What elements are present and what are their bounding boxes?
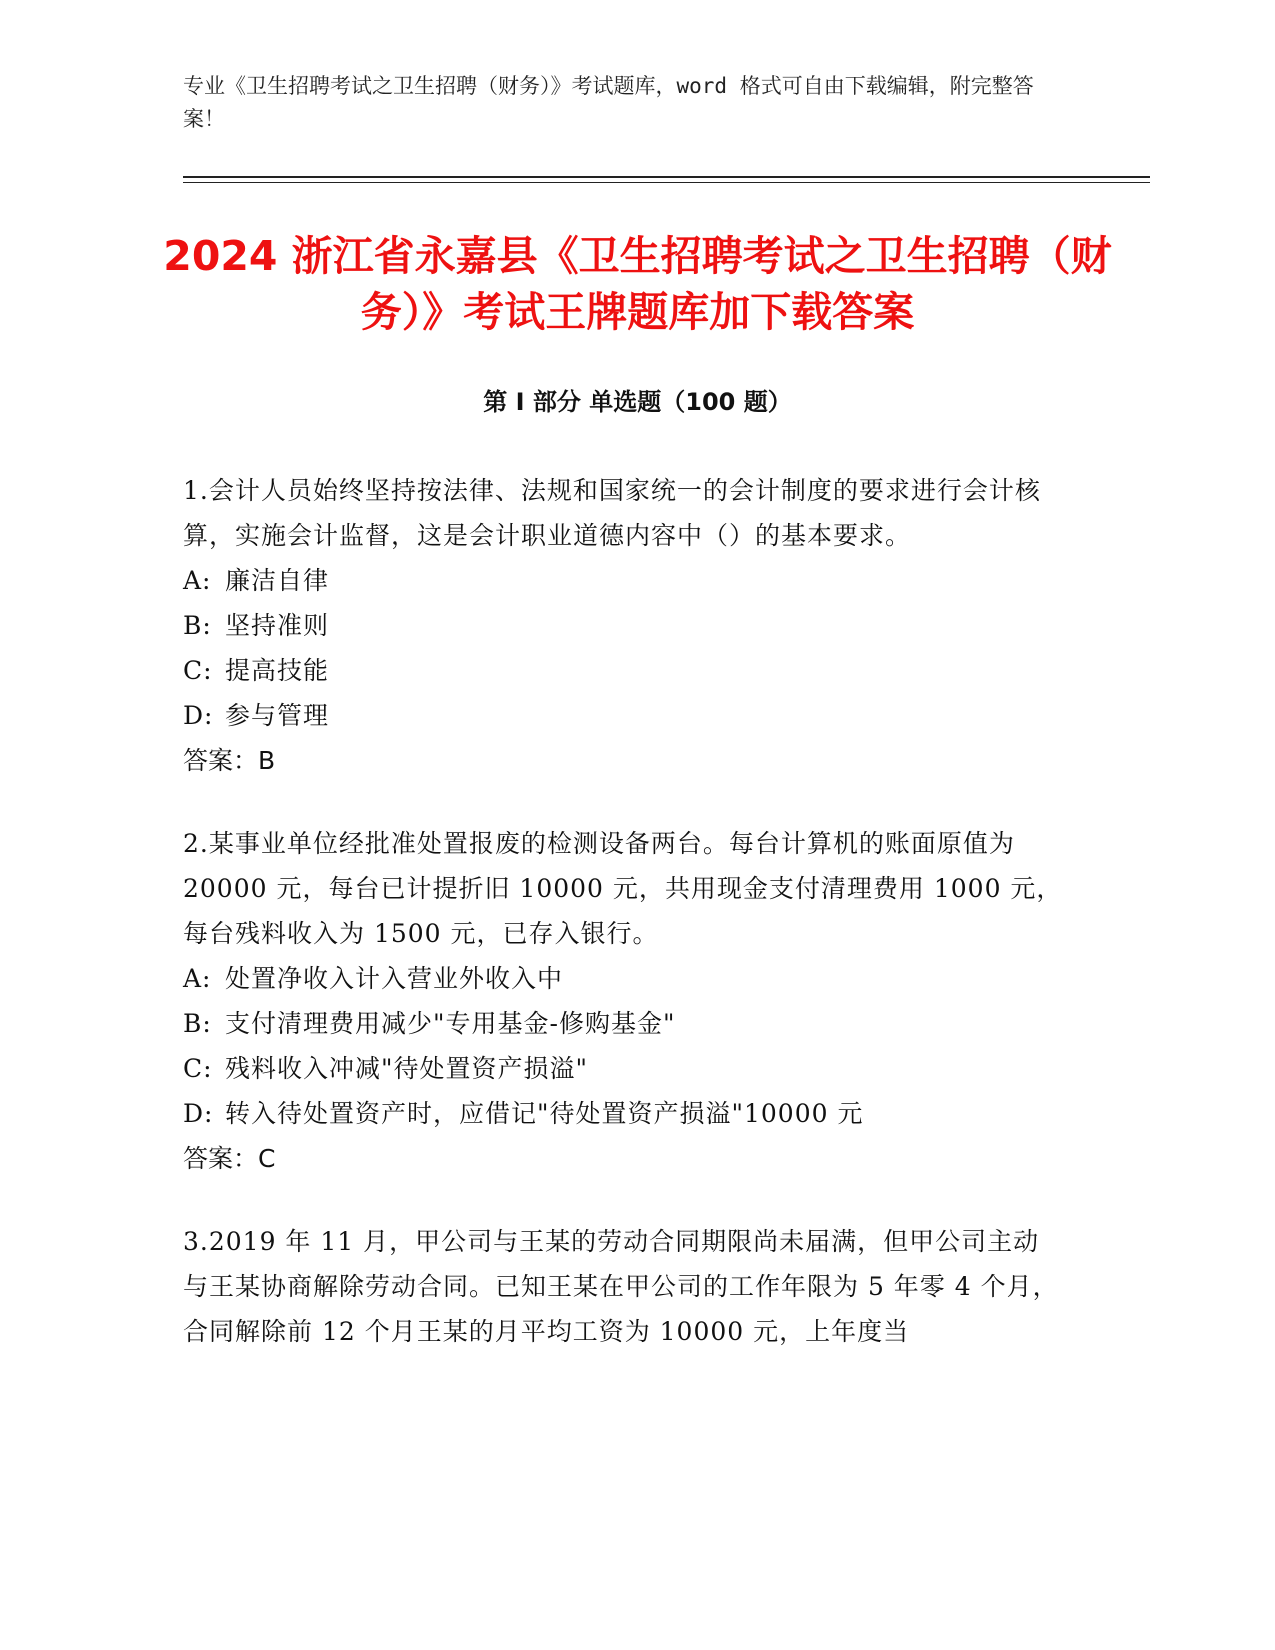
header-note: 专业《卫生招聘考试之卫生招聘（财务）》考试题库，word 格式可自由下载编辑，附完整答案！ [183, 74, 1034, 131]
option-key: B: [183, 1009, 212, 1038]
question-list [183, 468, 1063, 1392]
option-a [183, 558, 1063, 603]
question-3 [183, 1219, 1063, 1354]
question-text: 1.会计人员始终坚持按法律、法规和国家统一的会计制度的要求进行会计核算，实施会计监督，这是会计职业道德内容中（）的基本要求。 [183, 476, 1041, 550]
option-d [183, 1091, 1063, 1136]
option-key: D: [183, 1099, 214, 1128]
option-text: 提高技能 [225, 656, 330, 685]
option-text: 支付清理费用减少"专用基金-修购基金" [225, 1009, 676, 1038]
answer: 答案：C [183, 1144, 276, 1173]
option-text: 转入待处置资产时，应借记"待处置资产损溢"10000 元 [225, 1099, 864, 1128]
header-divider-thin [183, 182, 1150, 183]
option-text: 廉洁自律 [225, 566, 330, 595]
option-a [183, 956, 1063, 1001]
option-key: A: [183, 566, 212, 595]
option-b [183, 603, 1063, 648]
option-text: 坚持准则 [225, 611, 330, 640]
option-key: D: [183, 701, 214, 730]
option-d [183, 693, 1063, 738]
document-title: 2024 浙江省永嘉县《卫生招聘考试之卫生招聘（财务）》考试王牌题库加下载答案 [163, 232, 1112, 336]
question-2 [183, 821, 1063, 1181]
option-c [183, 648, 1063, 693]
option-b [183, 1001, 1063, 1046]
header-divider-thick [183, 176, 1150, 178]
question-text: 3.2019 年 11 月，甲公司与王某的劳动合同期限尚未届满，但甲公司主动与王某协商解除劳动合同。已知王某在甲公司的工作年限为 5 年零 4 个月，合同解除前 12 个月王某的月平均工资为 10000 元，上年度当 [183, 1227, 1059, 1346]
option-c [183, 1046, 1063, 1091]
option-key: C: [183, 656, 213, 685]
option-key: C: [183, 1054, 213, 1083]
option-key: A: [183, 964, 212, 993]
answer: 答案：B [183, 746, 276, 775]
section-title: 第 I 部分 单选题（100 题） [483, 388, 792, 416]
question-1 [183, 468, 1063, 783]
option-text: 残料收入冲减"待处置资产损溢" [225, 1054, 588, 1083]
question-text: 2.某事业单位经批准处置报废的检测设备两台。每台计算机的账面原值为 20000 元，每台已计提折旧 10000 元，共用现金支付清理费用 1000 元，每台残料收入为 1500 元，已存入银行。 [183, 829, 1063, 948]
option-key: B: [183, 611, 212, 640]
option-text: 参与管理 [225, 701, 330, 730]
option-text: 处置净收入计入营业外收入中 [225, 964, 564, 993]
